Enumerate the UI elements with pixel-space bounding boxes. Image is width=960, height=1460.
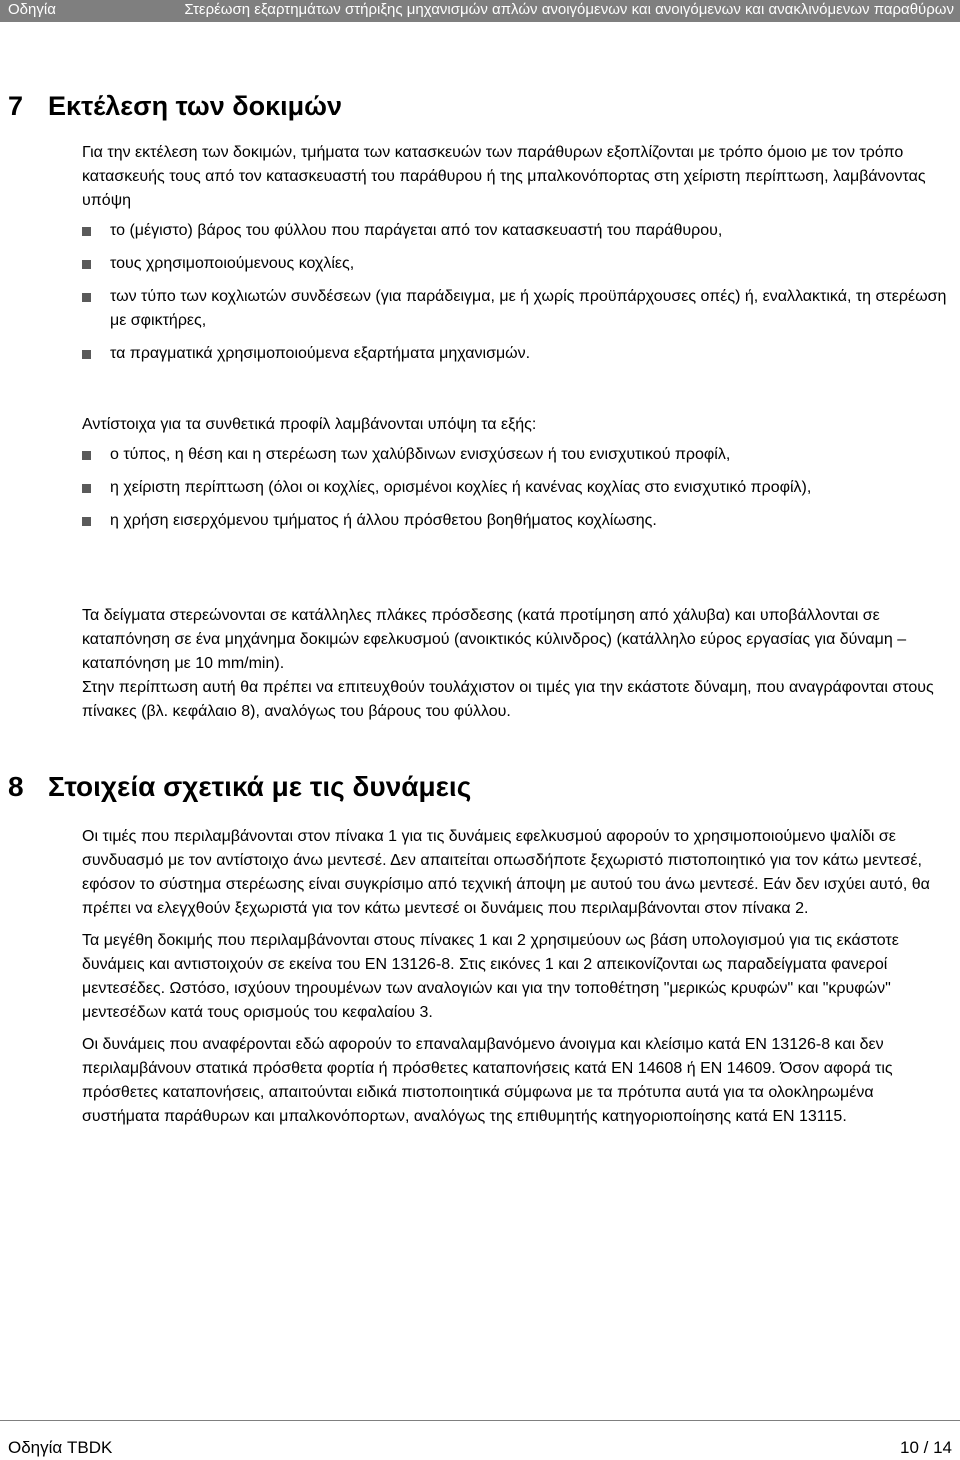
list-item: η χρήση εισερχόμενου τμήματος ή άλλου πρόσθετου βοηθήματος κοχλίωσης.	[82, 509, 952, 533]
footer-page-number: 10 / 14	[900, 1438, 952, 1457]
section-7-para-3: Τα δείγματα στερεώνονται σε κατάλληλες πλάκες πρόσδεσης (κατά προτίμηση από χάλυβα) και υποβάλλονται σε καταπόνηση σε ένα μηχάνημα δοκιμών εφελκυσμού (ανοικτικός κύλινδρος) (κατάλληλο εύρος εργασίας για δύναμη – καταπόνηση με 10 mm/min).	[82, 607, 907, 672]
header-document-title: Στερέωση εξαρτημάτων στήριξης μηχανισμών απλών ανοιγόμενων και ανοιγόμενων και ανακλινόμενων παραθύρων	[184, 1, 954, 18]
section-8-heading	[8, 771, 471, 803]
page-footer	[0, 1420, 960, 1460]
section-7-body	[82, 141, 952, 366]
list-item: ο τύπος, η θέση και η στερέωση των χαλύβδινων ενισχύσεων ή του ενισχυτικού προφίλ,	[82, 443, 952, 467]
list-item: το (μέγιστο) βάρος του φύλλου που παράγεται από τον κατασκευαστή του παράθυρου,	[82, 219, 952, 243]
section-8-title: Στοιχεία σχετικά με τις δυνάμεις	[48, 771, 472, 802]
section-7-body-3	[82, 604, 952, 724]
square-bullet-icon	[82, 517, 91, 526]
square-bullet-icon	[82, 227, 91, 236]
section-7-number: 7	[8, 91, 24, 121]
square-bullet-icon	[82, 350, 91, 359]
footer-document-name: Οδηγία TBDK	[8, 1438, 113, 1457]
square-bullet-icon	[82, 260, 91, 269]
section-7-title: Εκτέλεση των δοκιμών	[48, 91, 342, 121]
section-7-list-2	[82, 443, 952, 533]
square-bullet-icon	[82, 293, 91, 302]
section-7-heading	[8, 90, 342, 122]
page-header	[0, 0, 960, 22]
section-8-para-3: Οι δυνάμεις που αναφέρονται εδώ αφορούν το επαναλαμβανόμενο άνοιγμα και κλείσιμο κατά EN 13126-8 και δεν περιλαμβάνουν στατικά πρόσθετα φορτία ή πρόσθετες καταπονήσεις κατά EN 14608 ή EN 14609. Όσον αφορά τις πρόσθετες καταπονήσεις, απαιτούνται ειδικά πιστοποιητικά σύμφωνα με τα πρότυπα αυτά για τα ολοκληρωμένα συστήματα παράθυρων και μπαλκονόπορτων, αναλόγως της επιθυμητής κατηγοριοποίησης κατά EN 13115.	[82, 1036, 893, 1125]
section-8-para-2: Τα μεγέθη δοκιμής που περιλαμβάνονται στους πίνακες 1 και 2 χρησιμεύουν ως βάση υπολογισμού για τις εκάστοτε δυνάμεις και αντιστοιχούν σε εκείνα του EN 13126-8. Στις εικόνες 1 και 2 απεικονίζονται ως παραδείγματα φανεροί μεντεσέδες. Ωστόσο, ισχύουν τηρουμένων των αναλογιών και για την τοποθέτηση "μερικώς κρυφών" και "κρυφών" μεντεσέδων κατά τους ορισμούς του κεφαλαίου 3.	[82, 932, 899, 1021]
section-7-intro: Για την εκτέλεση των δοκιμών, τμήματα των κατασκευών των παράθυρων εξοπλίζονται με τρόπο όμοιο με τον τρόπο κατασκευής τους από τον κατασκευαστή του παράθυρου ή της μπαλκονόπορτας στη χείριστη περίπτωση, λαμβάνοντας υπόψη	[82, 144, 926, 209]
list-item: τα πραγματικά χρησιμοποιούμενα εξαρτήματα μηχανισμών.	[82, 342, 952, 366]
section-8-number: 8	[8, 771, 24, 802]
section-8-body	[82, 825, 952, 1129]
header-left-label: Οδηγία	[8, 1, 56, 18]
section-7-para-2: Αντίστοιχα για τα συνθετικά προφίλ λαμβάνονται υπόψη τα εξής:	[82, 416, 537, 433]
list-item: των τύπο των κοχλιωτών συνδέσεων (για παράδειγμα, με ή χωρίς προϋπάρχουσες οπές) ή, εναλλακτικά, τη στερέωση με σφικτήρες,	[82, 285, 952, 333]
section-7-body-2	[82, 413, 952, 533]
list-item: τους χρησιμοποιούμενους κοχλίες,	[82, 252, 952, 276]
section-7-list-1	[82, 219, 952, 366]
square-bullet-icon	[82, 484, 91, 493]
section-8-para-1: Οι τιμές που περιλαμβάνονται στον πίνακα 1 για τις δυνάμεις εφελκυσμού αφορούν το χρησιμοποιούμενο ψαλίδι σε συνδυασμό με τον αντίστοιχο άνω μεντεσέ. Δεν απαιτείται οπωσδήποτε ξεχωριστό πιστοποιητικό για τον κάτω μεντεσέ, εφόσον το σύστημα στερέωσης είναι συγκρίσιμο από τεχνική άποψη με αυτού του άνω μεντεσέ. Εάν δεν ισχύει αυτό, θα πρέπει να ελεγχθούν ξεχωριστά για τον κάτω μεντεσέ οι δυνάμεις που περιλαμβάνονται στον πίνακα 2.	[82, 828, 930, 917]
square-bullet-icon	[82, 451, 91, 460]
section-7-para-4: Στην περίπτωση αυτή θα πρέπει να επιτευχθούν τουλάχιστον οι τιμές για την εκάστοτε δύναμη, που αναγράφονται στους πίνακες (βλ. κεφάλαιο 8), αναλόγως του βάρους του φύλλου.	[82, 679, 934, 720]
list-item: η χείριστη περίπτωση (όλοι οι κοχλίες, ορισμένοι κοχλίες ή κανένας κοχλίας στο ενισχυτικό προφίλ),	[82, 476, 952, 500]
